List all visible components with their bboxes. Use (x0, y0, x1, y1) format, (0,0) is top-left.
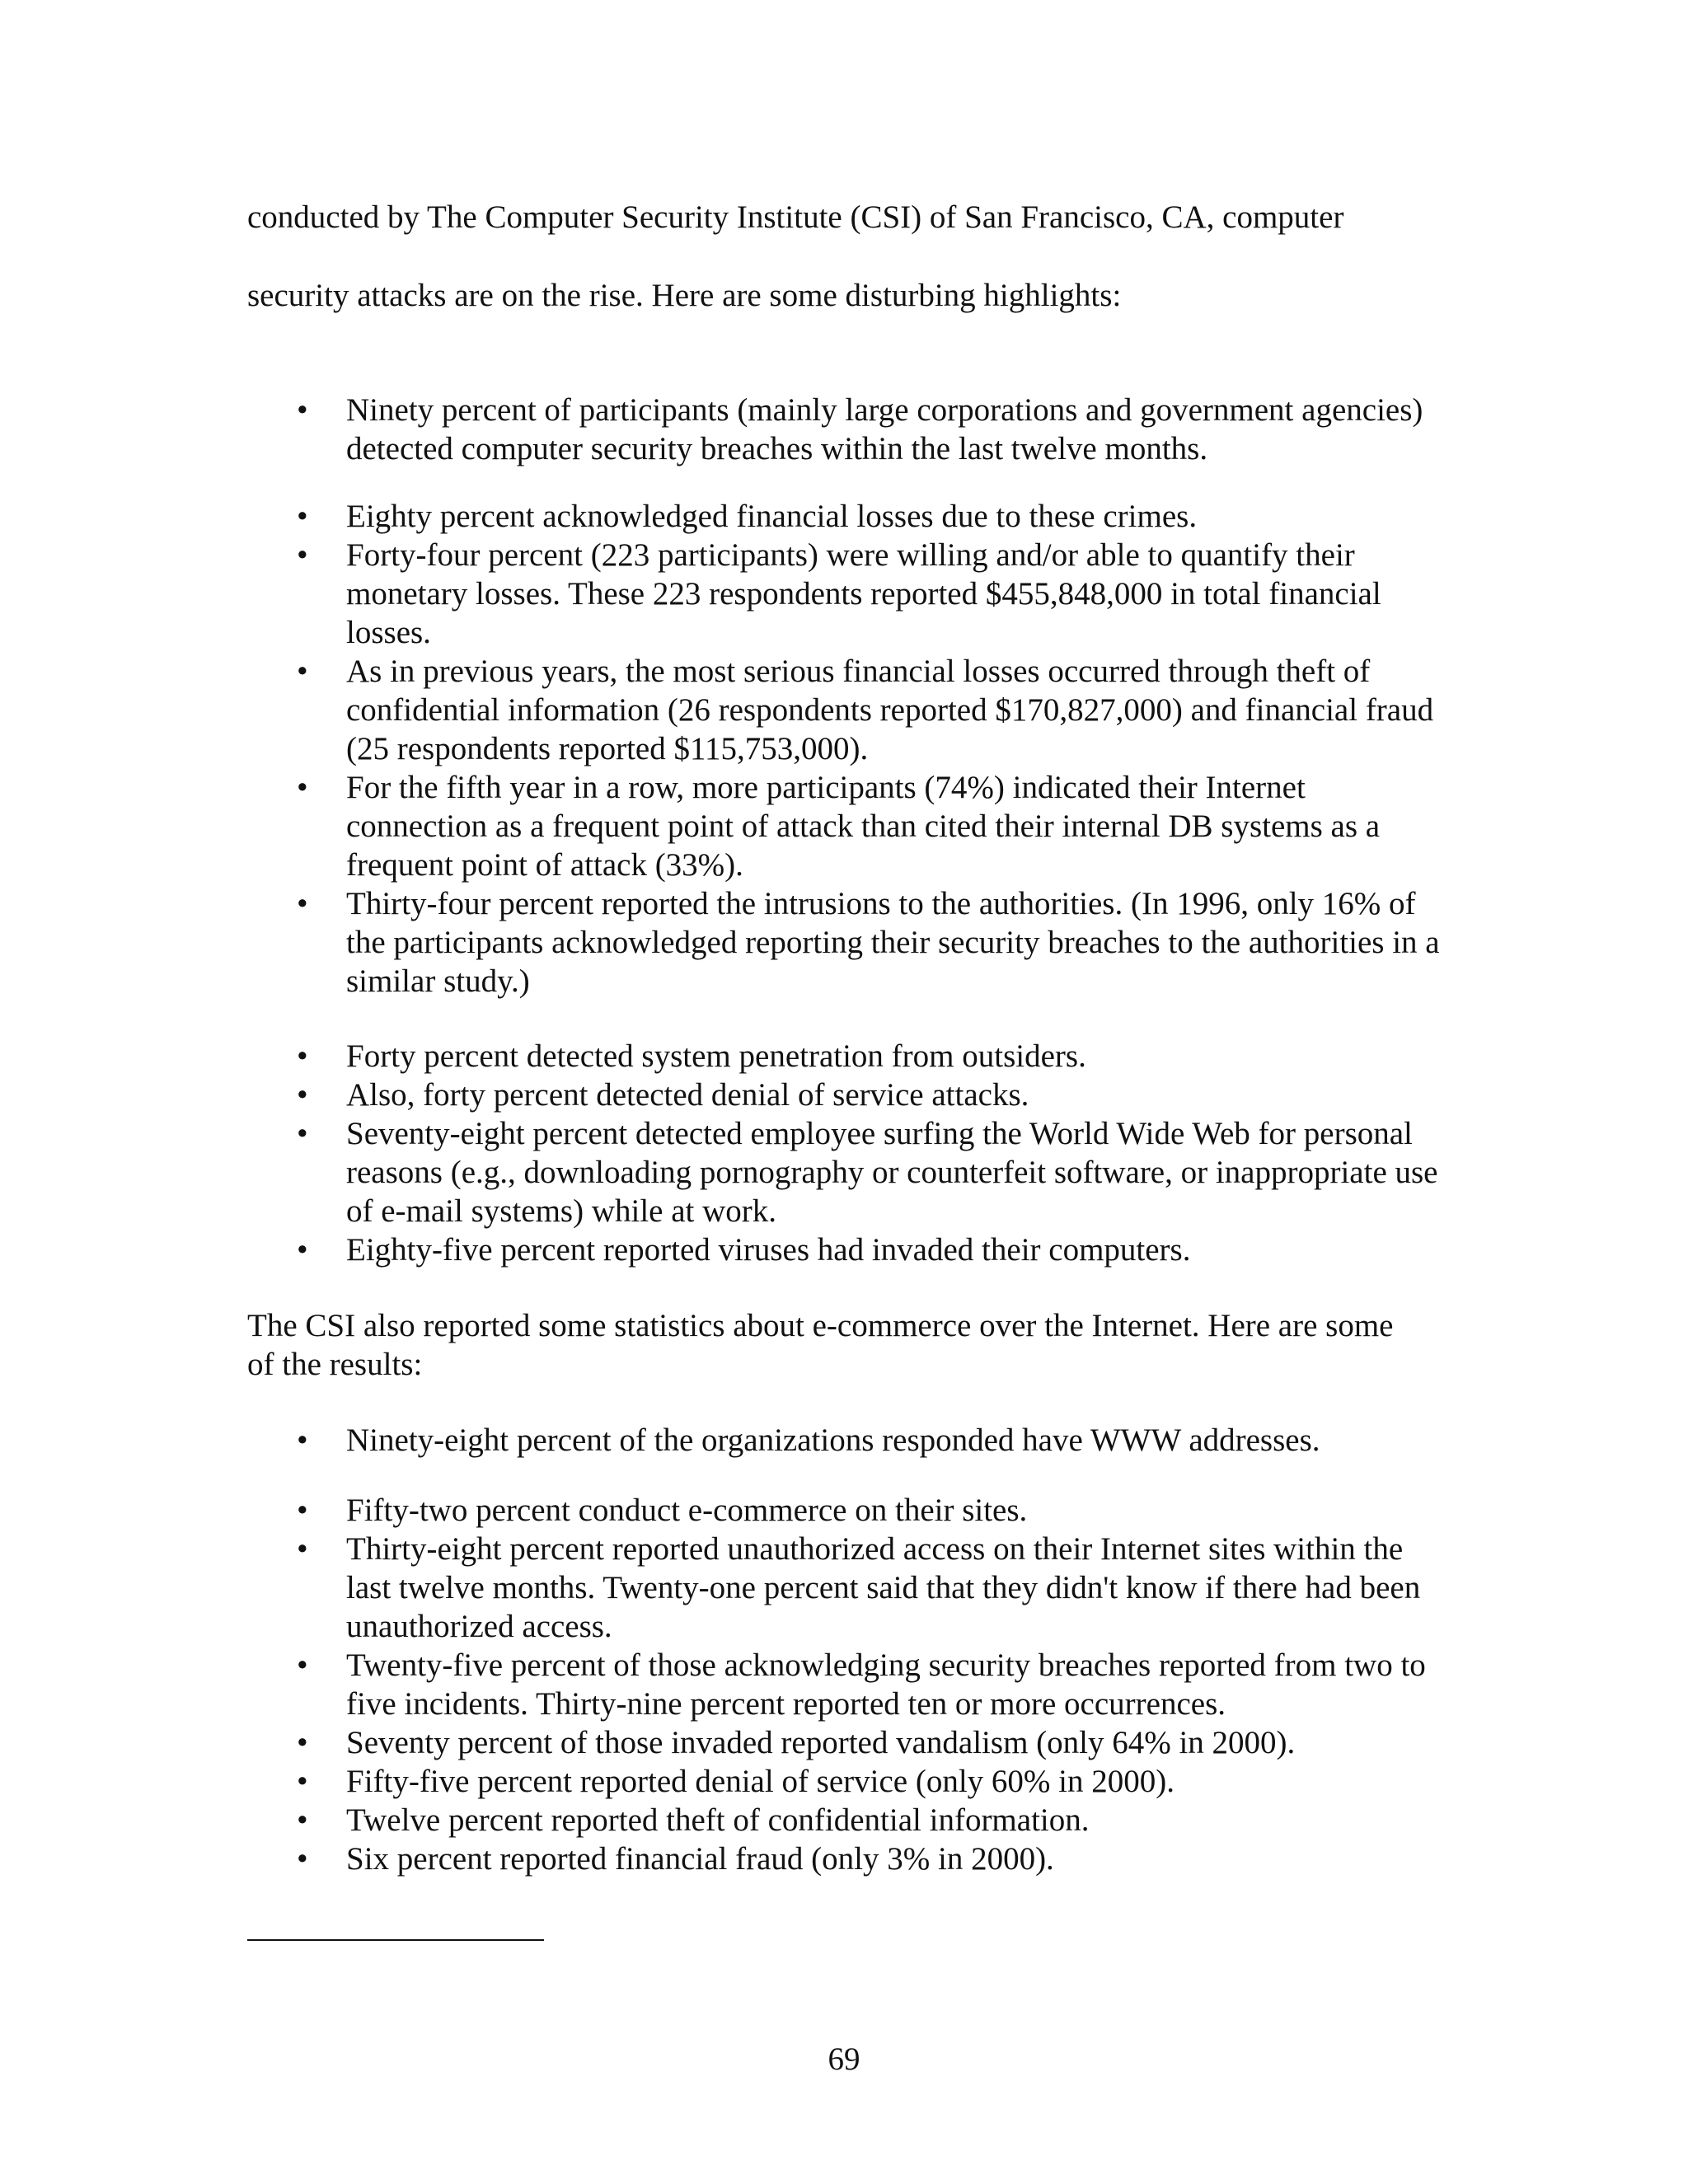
list-item: Twelve percent reported theft of confidential information. (346, 1802, 1090, 1838)
intro-line-1: conducted by The Computer Security Institute (CSI) of San Francisco, CA, computer (247, 199, 1344, 235)
list-item: Forty-four percent (223 participants) were willing and/or able to quantify their monetary losses. These 223 respondents reported $455,848,000 in total financial losses. (346, 537, 1381, 650)
footnote-separator (247, 1939, 544, 1941)
bullet-icon: • (297, 1038, 308, 1074)
bullet-icon: • (297, 1725, 308, 1760)
list-item: Thirty-eight percent reported unauthorized access on their Internet sites within the last twelve months. Twenty-one percent said that they didn't know if there had been unauthorized access. (346, 1531, 1421, 1644)
bullet-icon: • (297, 1841, 308, 1877)
bullet-icon: • (297, 886, 308, 921)
list-item: Also, forty percent detected denial of service attacks. (346, 1077, 1029, 1113)
bullet-icon: • (297, 1116, 308, 1151)
list-item: Fifty-two percent conduct e-commerce on their sites. (346, 1493, 1028, 1528)
intro-line-2: security attacks are on the rise. Here are some disturbing highlights: (247, 278, 1122, 313)
bullet-icon: • (297, 1802, 308, 1838)
bullet-icon: • (297, 1647, 308, 1683)
bullet-icon: • (297, 499, 308, 534)
list-item: Fifty-five percent reported denial of service (only 60% in 2000). (346, 1764, 1175, 1799)
bullet-icon: • (297, 1232, 308, 1268)
list-item: Six percent reported financial fraud (only 3% in 2000). (346, 1841, 1054, 1877)
bullet-icon: • (297, 1764, 308, 1799)
list-item: Ninety percent of participants (mainly large corporations and government agencies) detected computer security breaches within the last twelve months. (346, 392, 1423, 466)
list-item: As in previous years, the most serious financial losses occurred through theft of confidential information (26 respondents reported $170,827,000) and financial fraud (25 respondents reported $115,753,000). (346, 654, 1434, 766)
ecommerce-intro-line-2: of the results: (247, 1347, 423, 1382)
list-item: Ninety-eight percent of the organizations responded have WWW addresses. (346, 1422, 1320, 1458)
bullet-icon: • (297, 1493, 308, 1528)
list-item: Seventy-eight percent detected employee surfing the World Wide Web for personal reasons (e.g., downloading pornography or counterfeit software, or inappropriate use of e-mail systems) while at work. (346, 1116, 1438, 1229)
list-item: Forty percent detected system penetration from outsiders. (346, 1038, 1086, 1074)
ecommerce-intro-line-1: The CSI also reported some statistics about e-commerce over the Internet. Here are some (247, 1308, 1394, 1343)
list-item: Seventy percent of those invaded reported vandalism (only 64% in 2000). (346, 1725, 1296, 1760)
bullet-icon: • (297, 654, 308, 689)
bullet-icon: • (297, 537, 308, 573)
list-item: Twenty-five percent of those acknowledging security breaches reported from two to five incidents. Thirty-nine percent reported ten or more occurrences. (346, 1647, 1426, 1722)
list-item: For the fifth year in a row, more participants (74%) indicated their Internet connection as a frequent point of attack than cited their internal DB systems as a frequent point of attack (33%). (346, 770, 1381, 883)
page-number: 69 (828, 2041, 860, 2077)
bullet-icon: • (297, 392, 308, 428)
bullet-icon: • (297, 1077, 308, 1113)
list-item: Eighty percent acknowledged financial losses due to these crimes. (346, 499, 1198, 534)
bullet-icon: • (297, 1531, 308, 1567)
list-item: Thirty-four percent reported the intrusions to the authorities. (In 1996, only 16% of the participants acknowledged reporting their security breaches to the authorities in a similar study.) (346, 886, 1440, 999)
list-item: Eighty-five percent reported viruses had invaded their computers. (346, 1232, 1191, 1268)
bullet-icon: • (297, 1422, 308, 1458)
bullet-icon: • (297, 770, 308, 805)
